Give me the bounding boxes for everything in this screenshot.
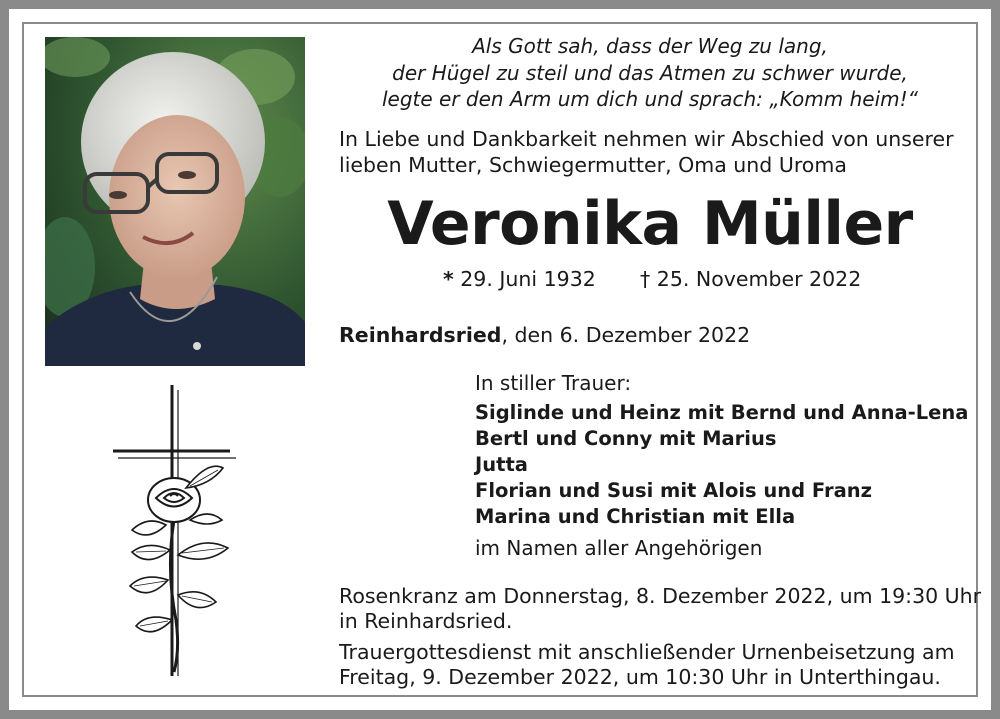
intro-line-2: lieben Mutter, Schwiegermutter, Oma und Uroma	[339, 153, 847, 177]
death-date-text: 25. November 2022	[656, 267, 862, 291]
deceased-name: Veronika Müller	[387, 189, 913, 259]
poem-line-1: Als Gott sah, dass der Weg zu lang,	[472, 34, 828, 58]
rosary-line-2: in Reinhardsried.	[339, 609, 513, 633]
poem-line-3: legte er den Arm um dich und sprach: „Komm heim!“	[381, 87, 918, 111]
mourners-closing: im Namen aller Angehörigen	[475, 536, 763, 560]
rosary-line-1: Rosenkranz am Donnerstag, 8. Dezember 2022, um 19:30 Uhr	[339, 584, 982, 608]
funeral-line-2: Freitag, 9. Dezember 2022, um 10:30 Uhr in Unterthingau.	[339, 665, 941, 689]
birth-symbol: *	[443, 267, 454, 291]
death-symbol: †	[640, 267, 651, 291]
family-line-3: Jutta	[475, 453, 528, 476]
family-line-2: Bertl und Conny mit Marius	[475, 427, 777, 450]
birth-date	[443, 266, 596, 292]
family-line-5: Marina und Christian mit Ella	[475, 505, 796, 528]
place-date-line	[339, 322, 750, 348]
portrait-photo	[45, 37, 305, 366]
death-date	[640, 266, 861, 292]
notice-date: , den 6. Dezember 2022	[501, 323, 751, 347]
cross-with-rose-icon	[108, 380, 243, 680]
place-name: Reinhardsried	[339, 323, 502, 347]
family-line-4: Florian und Susi mit Alois und Franz	[475, 479, 873, 502]
funeral-line-1: Trauergottesdienst mit anschließender Urnenbeisetzung am	[339, 640, 955, 664]
poem-line-2: der Hügel zu steil und das Atmen zu schwer wurde,	[392, 61, 908, 85]
intro-line-1: In Liebe und Dankbarkeit nehmen wir Abschied von unserer	[339, 127, 954, 151]
birth-date-text: 29. Juni 1932	[460, 267, 596, 291]
family-line-1: Siglinde und Heinz mit Bernd und Anna-Lena	[475, 401, 969, 424]
mourners-heading: In stiller Trauer:	[475, 371, 632, 395]
